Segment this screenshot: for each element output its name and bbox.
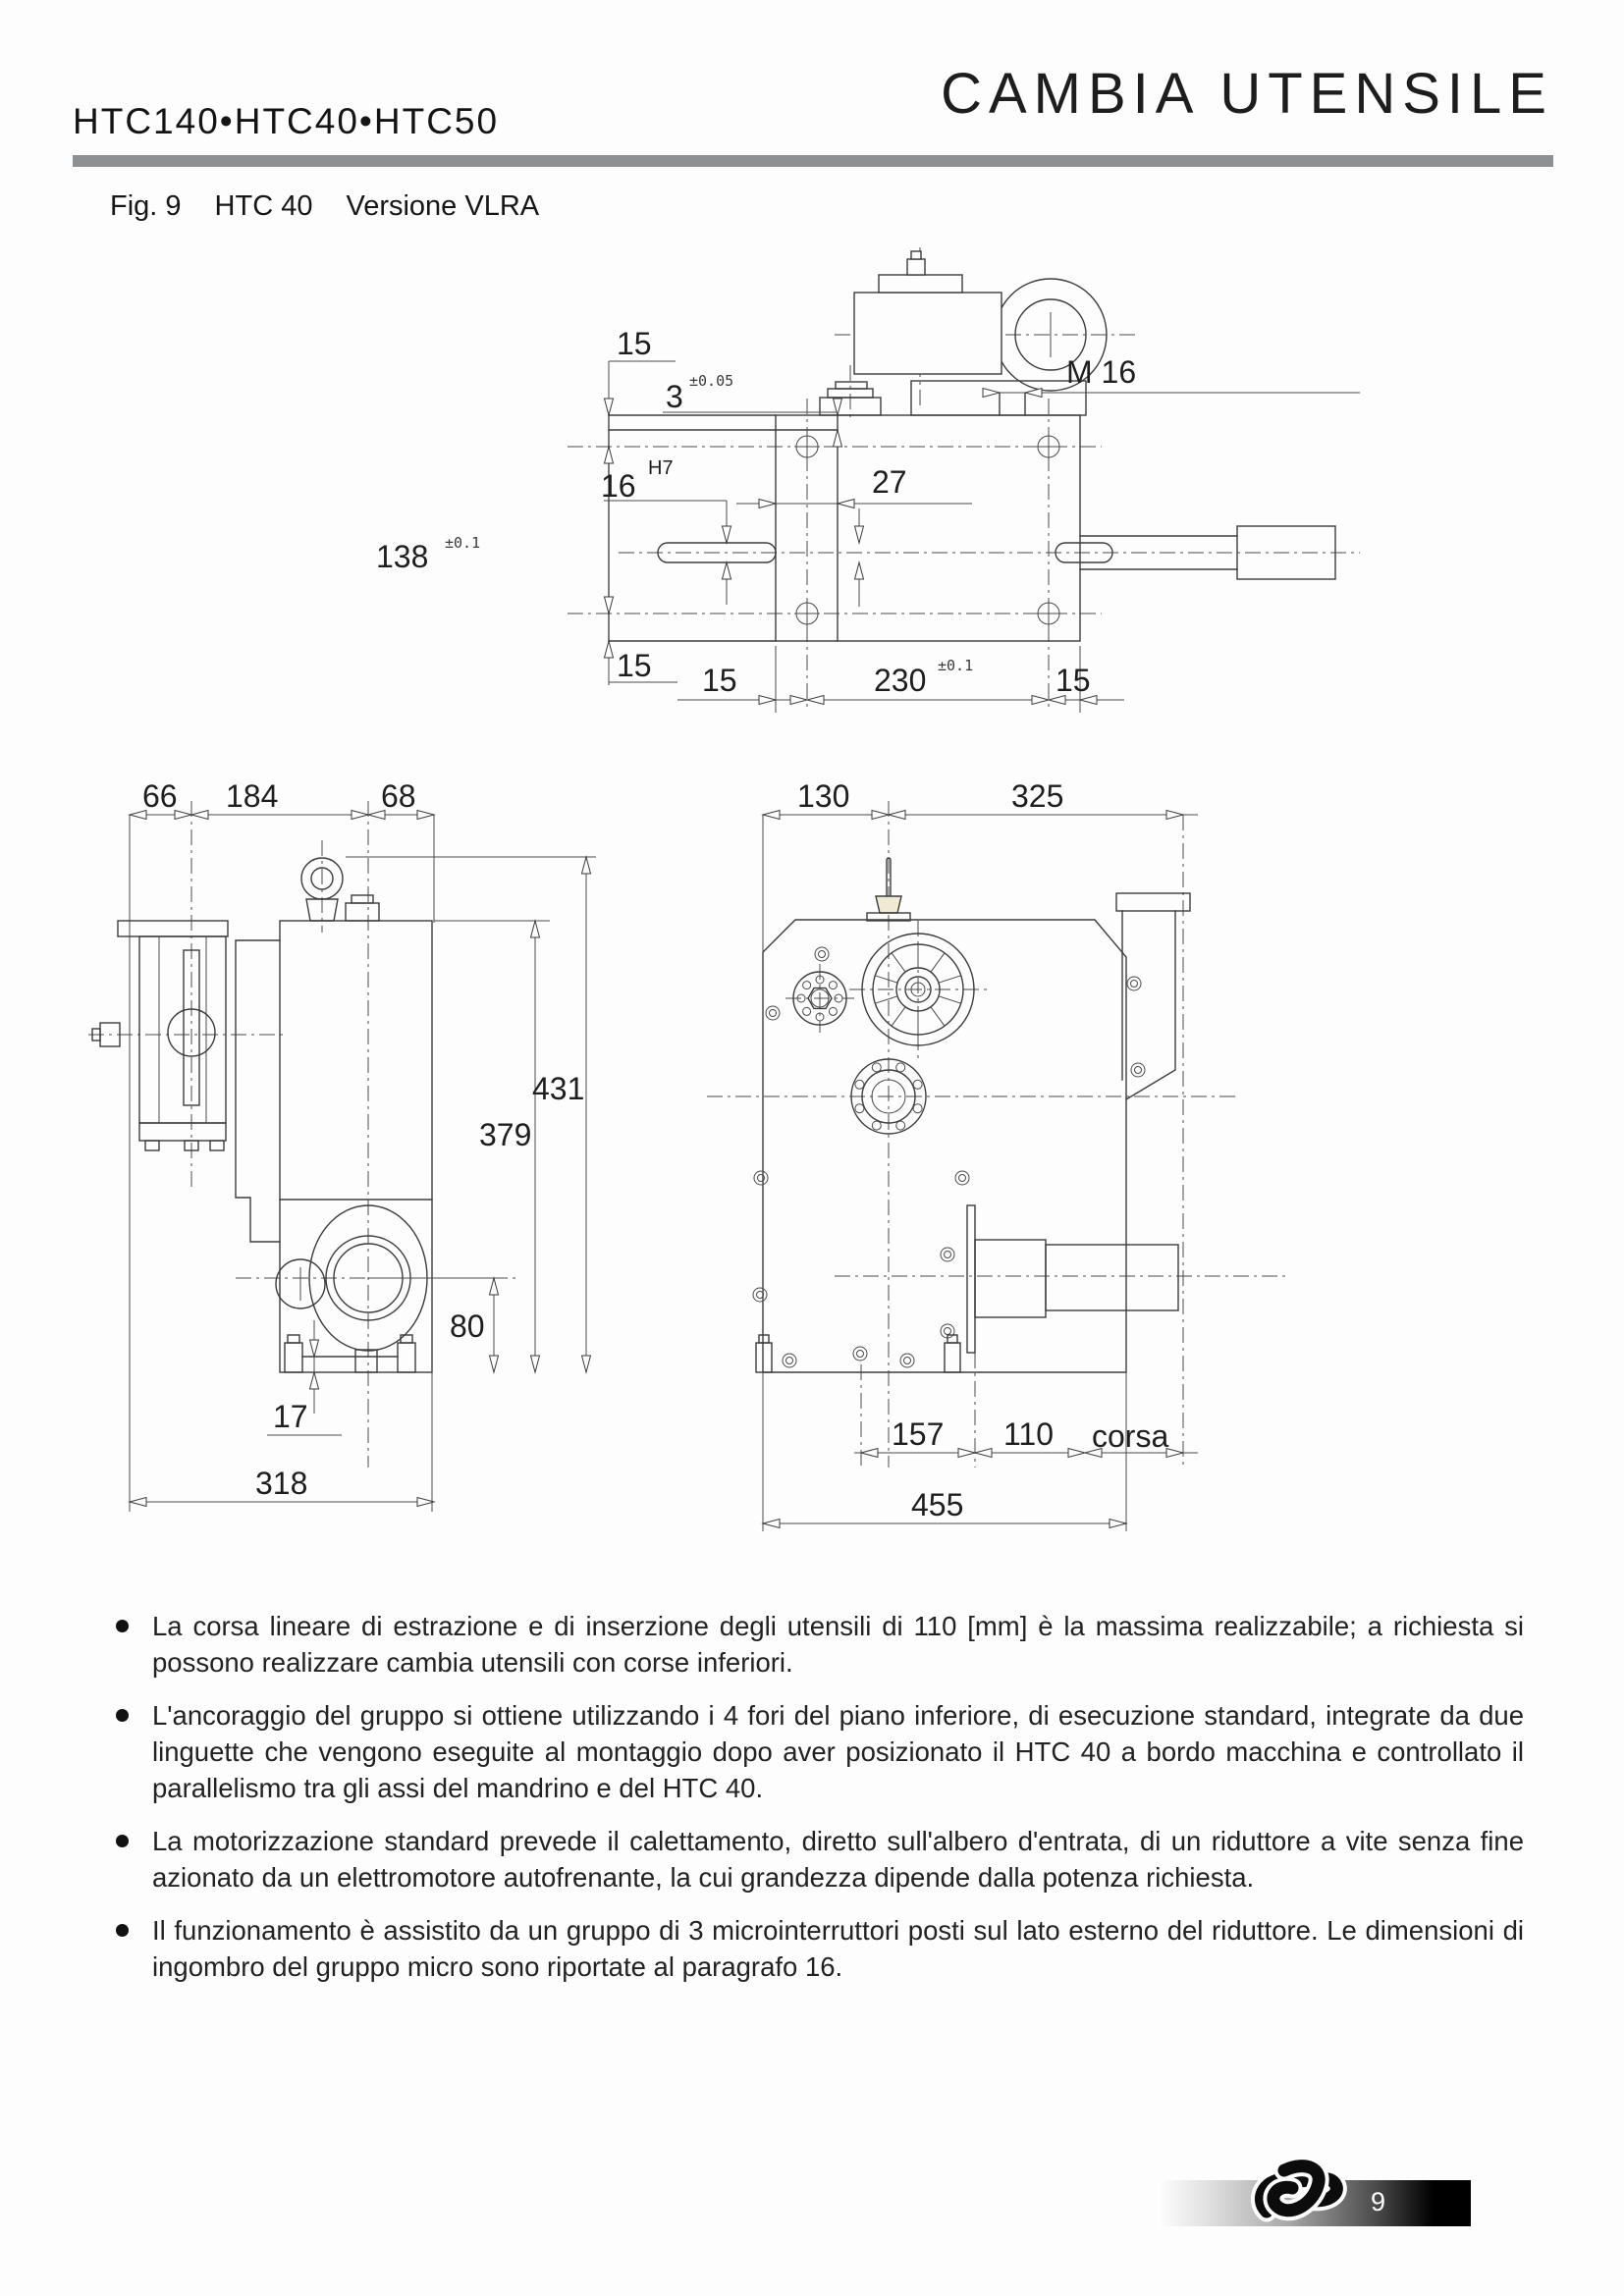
dim-3: 3 [666,379,683,414]
page-number: 9 [1371,2187,1386,2216]
top-view-drawing [324,165,1380,754]
dim-431: 431 [532,1071,585,1106]
note-text: Il funzionamento è assistito da un gruppo di 3 microinterruttori posti sul lato esterno del riduttore. Le dimensioni di ingombro del gruppo micro sono riportate al paragrafo 16. [152,1915,1524,1982]
figure-label: Fig. 9 [110,190,182,222]
model-codes: HTC140•HTC40•HTC50 [73,101,500,141]
dim-138: 138 [376,539,429,574]
figure-version: Versione VLRA [346,190,540,222]
dim-17: 17 [273,1399,308,1434]
dim-15-top: 15 [617,326,652,361]
bullet-icon [116,1924,129,1937]
bullet-icon [116,1709,129,1722]
dim-130: 130 [797,778,850,814]
list-item [110,1912,1524,1985]
dim-16: 16 [601,468,636,504]
side-view-drawing [88,775,658,1531]
list-item [110,1608,1524,1681]
dim-15-bottom-left: 15 [702,663,737,698]
dim-16-fit: H7 [648,457,674,479]
dim-15-left-bottom: 15 [617,648,652,683]
dim-230: 230 [874,663,927,698]
dim-184: 184 [226,778,279,814]
dim-110: 110 [1003,1416,1055,1452]
dim-455: 455 [911,1487,964,1522]
dim-138-tol: ±0.1 [445,534,481,552]
dim-15-bottom-right: 15 [1056,663,1091,698]
dim-3-tol: ±0.05 [689,372,734,390]
dim-corsa: corsa [1092,1418,1169,1454]
note-text: L'ancoraggio del gruppo si ottiene utilizzando i 4 fori del piano inferiore, di esecuzione standard, integrate da due linguette che vengono eseguite al montaggio dopo aver posizionato il HTC 40 a bordo macchina e controllato il parallelismo tra gli assi del mandrino e del HTC 40. [152,1700,1524,1803]
note-text: La motorizzazione standard prevede il calettamento, diretto sull'albero d'entrata, di un riduttore a vite senza fine azionato da un elettromotore autofrenante, la cui grandezza dipende dalla potenza richiesta. [152,1826,1524,1893]
dim-379: 379 [479,1117,532,1152]
dim-318: 318 [255,1466,308,1501]
figure-model: HTC 40 [214,190,313,222]
front-view-drawing [687,775,1326,1551]
dim-230-tol: ±0.1 [938,657,974,674]
dim-325: 325 [1011,778,1064,814]
dim-m16: M 16 [1066,354,1137,390]
dim-80: 80 [450,1308,485,1344]
company-logo-icon [1245,2155,1353,2237]
dim-68: 68 [381,778,416,814]
page-title: CAMBIA UTENSILE [941,62,1553,126]
dim-27: 27 [872,464,907,500]
bullet-icon [116,1620,129,1632]
list-item [110,1697,1524,1806]
dim-157: 157 [892,1416,945,1452]
notes-list [110,1608,1524,2002]
note-text: La corsa lineare di estrazione e di inserzione degli utensili di 110 [mm] è la massima realizzabile; a richiesta si possono realizzare cambia utensili con corse inferiori. [152,1611,1524,1678]
list-item [110,1823,1524,1896]
bullet-icon [116,1835,129,1847]
dim-66: 66 [142,778,178,814]
